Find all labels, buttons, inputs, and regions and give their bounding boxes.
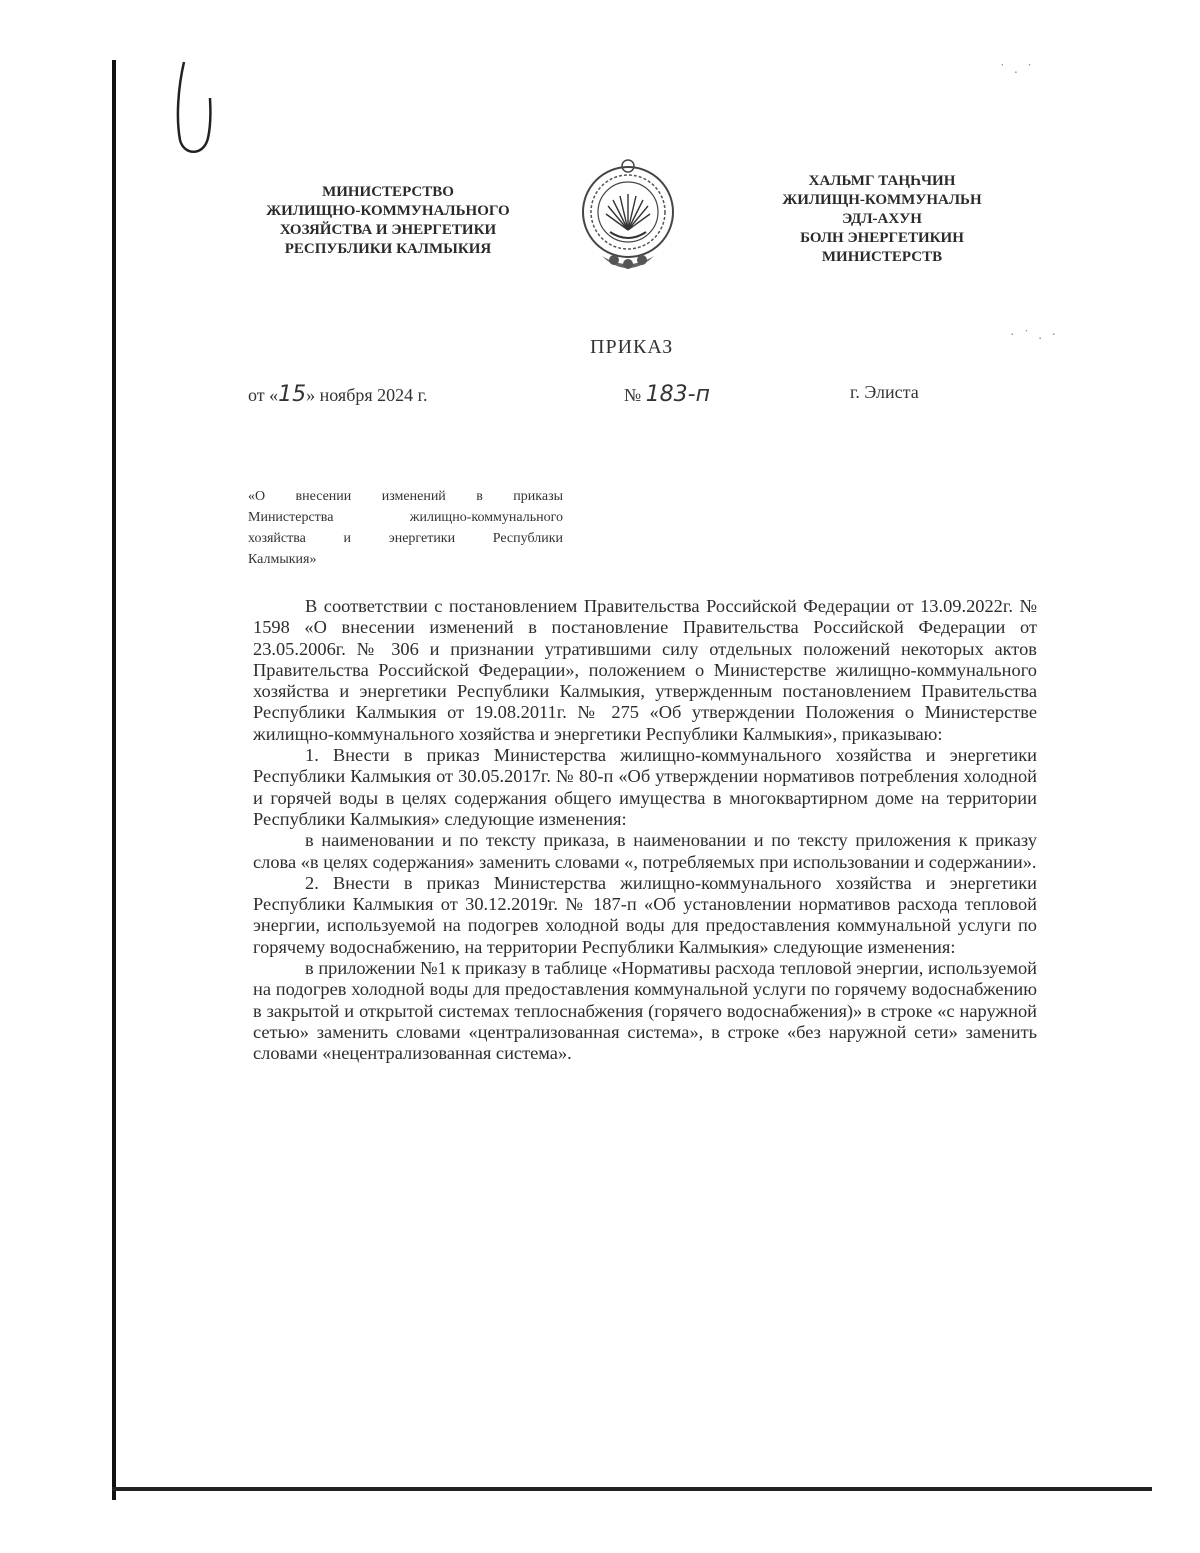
scan-edge-left	[112, 60, 116, 1500]
scan-noise: · ˙ . ·	[1010, 328, 1059, 343]
order-body	[253, 596, 1037, 1065]
document-type: ПРИКАЗ	[590, 336, 674, 358]
ministry-name-russian: МИНИСТЕРСТВО ЖИЛИЩНО-КОММУНАЛЬНОГО ХОЗЯЙСТВА И ЭНЕРГЕТИКИ РЕСПУБЛИКИ КАЛМЫКИЯ	[266, 184, 510, 257]
item-2-change-paragraph: в приложении №1 к приказу в таблице «Нормативы расхода тепловой энергии, используемой на подогрев холодной воды для предоставления коммунальной услуги по горячему водоснабжению в закрытой и открытой системах теплоснабжения (горячего водоснабжения)» в строке «с наружной сетью» заменить словами «централизованная система», в строке «без наружной сети» заменить словами «нецентрализованная система».	[253, 958, 1037, 1064]
order-date: от «15» ноября 2024 г.	[248, 382, 428, 407]
item-1-paragraph: 1. Внести в приказ Министерства жилищно-коммунального хозяйства и энергетики Республики Калмыкия от 30.05.2017г. № 80-п «Об утверждении нормативов потребления холодной и горячей воды в целях содержания общего имущества в многоквартирном доме на территории Республики Калмыкия» следующие изменения:	[253, 745, 1037, 829]
order-city: г. Элиста	[850, 382, 919, 402]
handwritten-number: 183-п	[645, 382, 711, 407]
item-2-paragraph: 2. Внести в приказ Министерства жилищно-коммунального хозяйства и энергетики Республики Калмыкия от 30.12.2019г. № 187-п «Об установлении нормативов расхода тепловой энергии, используемой на подогрев холодной воды для предоставления коммунальной услуги по горячему водоснабжению, на территории Республики Калмыкия» следующие изменения:	[253, 872, 1037, 957]
handwritten-mark-icon	[170, 58, 220, 158]
item-1-change-paragraph: в наименовании и по тексту приказа, в наименовании и по тексту приложения к приказу слова «в целях содержания» заменить словами «, потребляемых при использовании и содержании».	[253, 830, 1037, 872]
order-subject: «О внесении изменений в приказы Министерства жилищно-коммунального хозяйства и энергетики Республики Калмыкия»	[248, 489, 563, 567]
coat-of-arms-icon	[580, 152, 676, 282]
scan-edge-bottom	[112, 1487, 1152, 1491]
order-number: № 183-п	[624, 382, 711, 407]
scan-noise: ˙ . ˙	[1000, 62, 1035, 77]
handwritten-day: 15	[278, 382, 307, 407]
ministry-name-kalmyk: ХАЛЬМГ ТАҢҺЧИН ЖИЛИЩН-КОММУНАЛЬН ЭДЛ-АХУН БОЛН ЭНЕРГЕТИКИН МИНИСТЕРСТВ	[782, 173, 982, 265]
preamble-paragraph: В соответствии с постановлением Правительства Российской Федерации от 13.09.2022г. № 1598 «О внесении изменений в постановление Правительства Российской Федерации от 23.05.2006г. № 306 и признании утратившими силу отдельных положений некоторых актов Правительства Российской Федерации», положением о Министерстве жилищно-коммунального хозяйства и энергетики Республики Калмыкия, утвержденным постановлением Правительства Республики Калмыкия от 19.08.2011г. № 275 «Об утверждении Положения о Министерстве жилищно-коммунального хозяйства и энергетики Республики Калмыкия», приказываю:	[253, 596, 1037, 744]
